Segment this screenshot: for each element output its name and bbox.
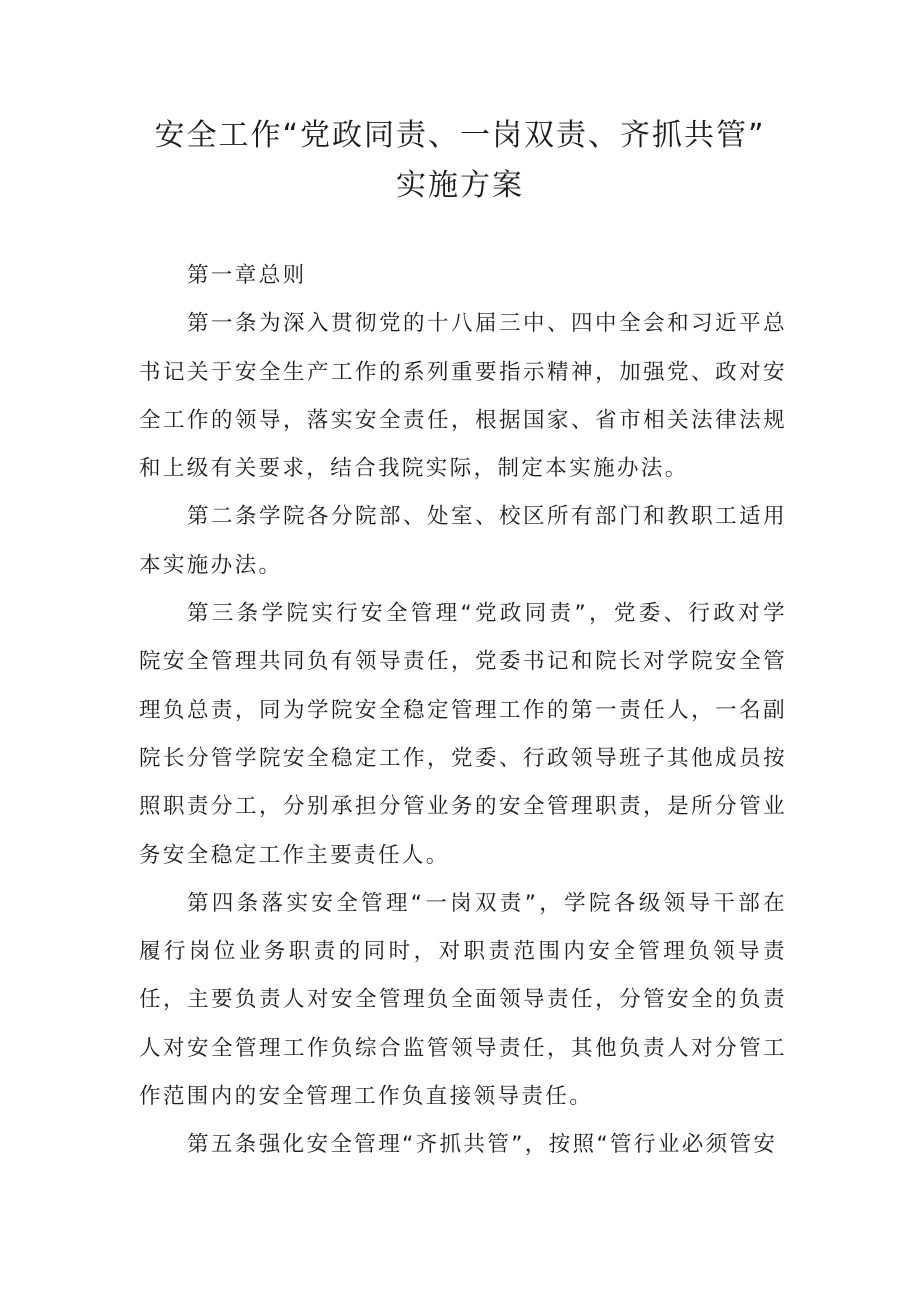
article-5-paragraph: 第五条强化安全管理“齐抓共管”，按照“管行业必须管安 bbox=[187, 1132, 778, 1158]
document-title-line-1: 安全工作“党政同责、一岗双责、齐抓共管” bbox=[154, 118, 766, 153]
article-3-paragraph: 第三条学院实行安全管理“党政同责”，党委、行政对学院安全管理共同负有领导责任，党委书记和院长对学院安全管理负总责，同为学院安全稳定管理工作的第一责任人，一名副院长分管学院安全稳定工作，党委、行政领导班子其他成员按照职责分工，分别承担分管业务的安全管理职责，是所分管业务安全稳定工作主要责任人。 bbox=[139, 601, 787, 868]
document-title-line-2: 实施方案 bbox=[396, 168, 524, 203]
article-4-paragraph: 第四条落实安全管理“一岗双责”，学院各级领导干部在履行岗位业务职责的同时，对职责范围内安全管理负领导责任，主要负责人对安全管理负全面领导责任，分管安全的负责人对安全管理工作负综合监管领导责任，其他负责人对分管工作范围内的安全管理工作负直接领导责任。 bbox=[139, 890, 787, 1110]
article-1-paragraph: 第一条为深入贯彻党的十八届三中、四中全会和习近平总书记关于安全生产工作的系列重要指示精神，加强党、政对安全工作的领导，落实安全责任，根据国家、省市相关法律法规和上级有关要求，结合我院实际，制定本实施办法。 bbox=[139, 311, 787, 482]
article-2-paragraph: 第二条学院各分院部、处室、校区所有部门和教职工适用本实施办法。 bbox=[139, 504, 787, 578]
chapter-heading: 第一章总则 bbox=[187, 263, 307, 288]
document-body bbox=[139, 252, 787, 1170]
